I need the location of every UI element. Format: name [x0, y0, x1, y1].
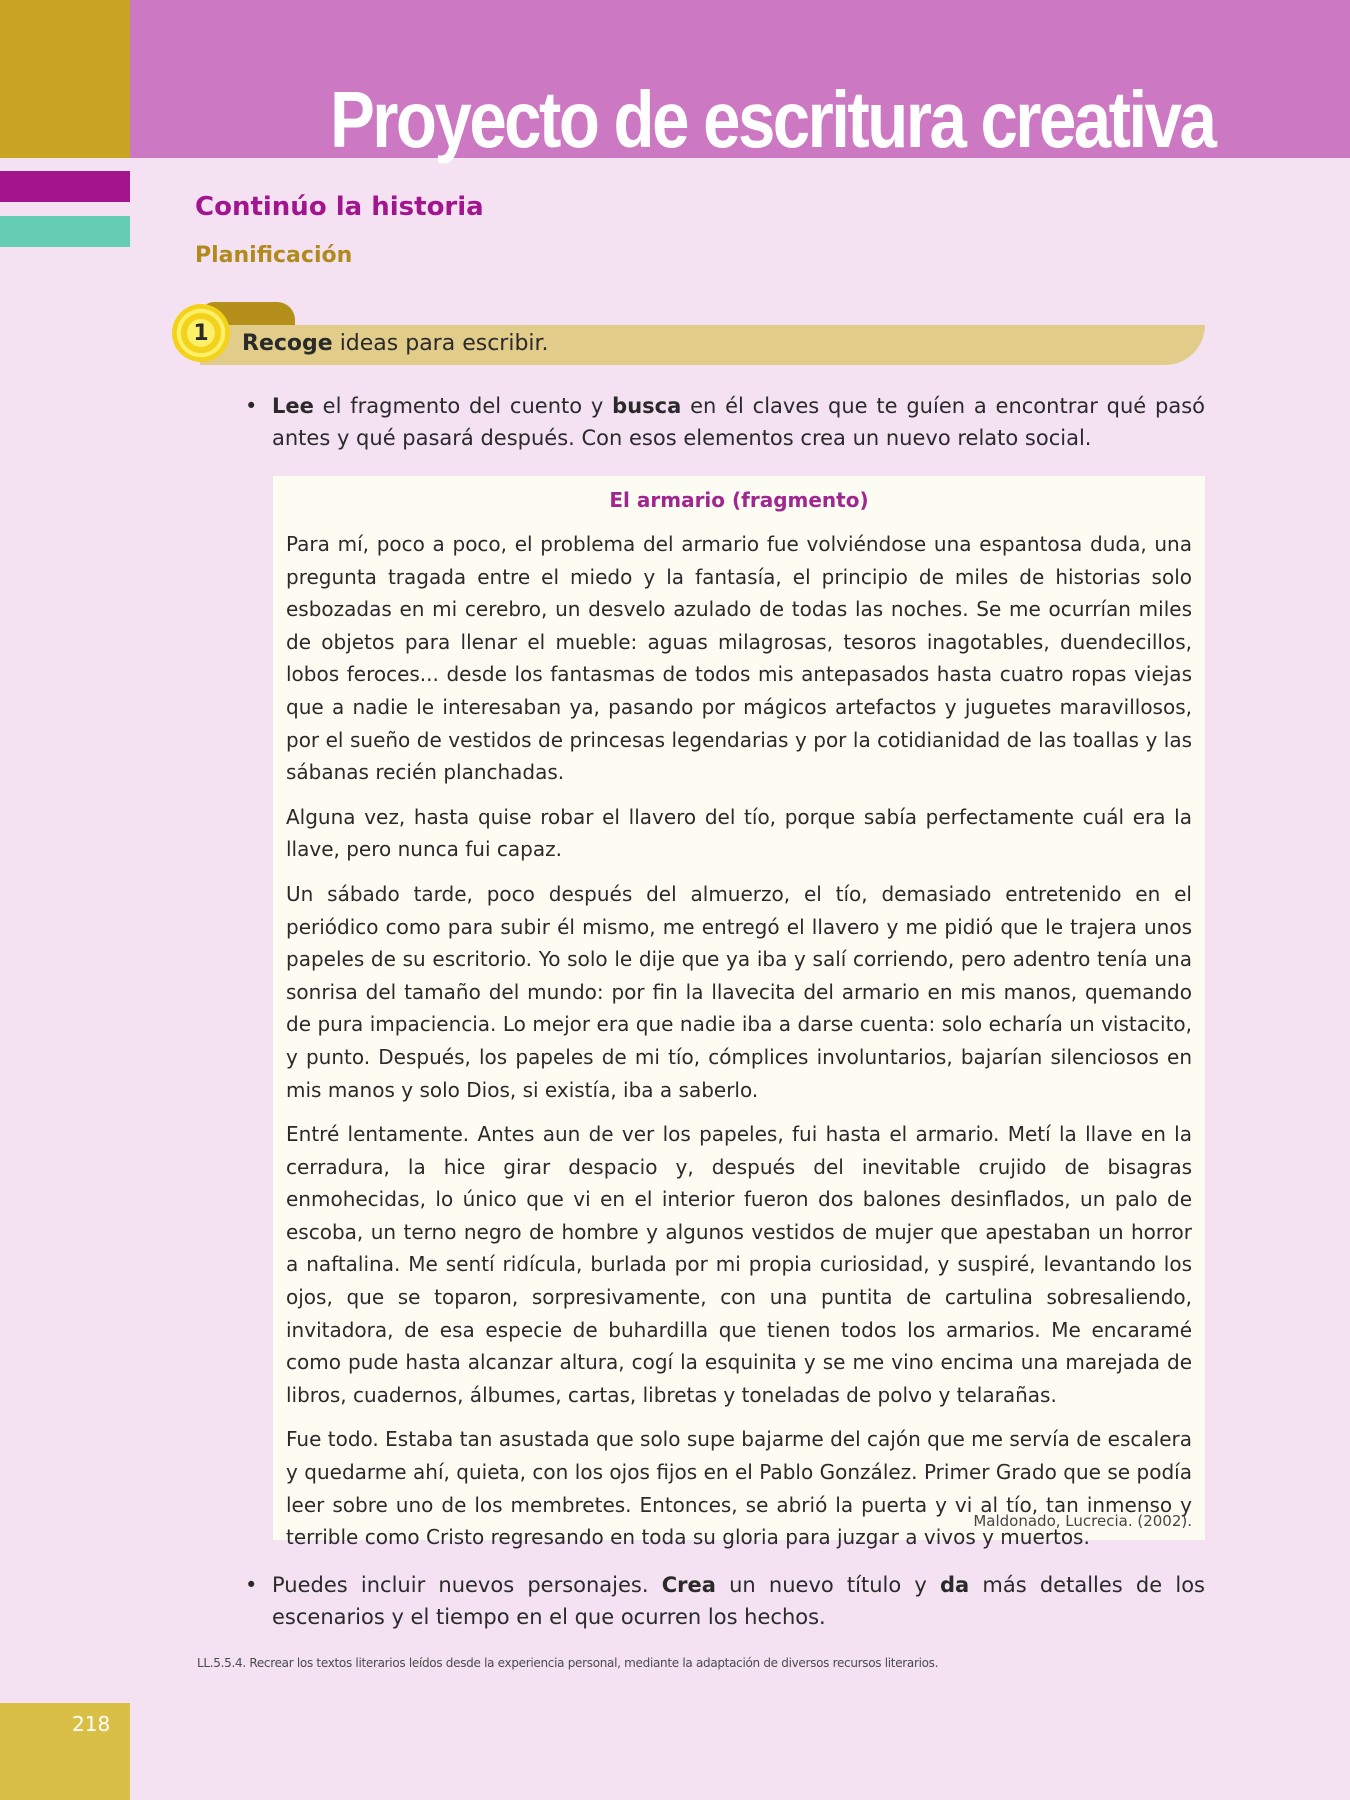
reading-paragraph: Entré lentamente. Antes aun de ver los papeles, fui hasta el armario. Metí la llave en la cerradura, la hice girar despacio y, después del inevitable crujido de bisagras enmohecidas, lo único que vi en el interior fueron dos balones desinflados, un palo de escoba, un terno negro de hombre y algunos vestidos de mujer que apestaban un horror a naftalina. Me sentí ridícula, burlada por mi propia curiosidad, y suspiré, levantando los ojos, que se toparon, sorpresivamente, con una puntita de cartulina sobresaliendo, invitadora, de esa especie de buhardilla que tienen todos los armarios. Me encaramé como pude hasta alcanzar altura, cogí la esquinita y se me vino encima una marejada de libros, cuadernos, álbumes, cartas, libretas y toneladas de polvo y telarañas. — [286, 1122, 1192, 1407]
page-number: 218 — [72, 1712, 111, 1736]
magenta-stripe — [0, 171, 130, 202]
bullet-text-part: en él claves que te guíen a encontrar qué pasó antes y qué pasará después. Con esos elementos crea un nuevo relato social. — [272, 394, 1205, 450]
subsection-title: Planificación — [195, 243, 353, 268]
bullet-dot: • — [245, 394, 258, 418]
bullet-create — [245, 1569, 1205, 1633]
reading-paragraph: Alguna vez, hasta quise robar el llavero del tío, porque sabía perfectamente cuál era la llave, pero nunca fui capaz. — [286, 804, 1192, 862]
activity-verb: Recoge — [242, 331, 333, 356]
reading-paragraph: Fue todo. Estaba tan asustada que solo supe bajarme del cajón que me servía de escalera y quedarme ahí, quieta, con los ojos fijos en el Pablo González. Primer Grado que se podía leer sobre uno de los membretes. Entonces, se abrió la puerta y vi al tío, tan inmenso y terrible como Cristo regresando en toda su gloria para juzgar a vivos y muertos. — [286, 1427, 1192, 1550]
bullet-read — [245, 390, 1205, 454]
reading-citation: Maldonado, Lucrecia. (2002). — [973, 1512, 1192, 1530]
bullet-verb-lee: Lee — [272, 394, 314, 418]
section-title: Continúo la historia — [195, 192, 484, 222]
bullet-verb-da: da — [940, 1573, 970, 1597]
page-title: Proyecto de escritura creativa — [330, 75, 1215, 164]
reading-title: El armario (fragmento) — [609, 488, 869, 512]
reading-paragraph: Para mí, poco a poco, el problema del armario fue volviéndose una espantosa duda, una pregunta tragada entre el miedo y la fantasía, el principio de miles de historias solo esbozadas en mi cerebro, un desvelo azulado de todas las noches. Se me ocurrían miles de objetos para llenar el mueble: aguas milagrosas, tesoros inagotables, duendecillos, lobos feroces... desde los fantasmas de todos mis antepasados hasta cuatro ropas viejas que a nadie le interesaban ya, pasando por mágicos artefactos y juguetes maravillosos, por el sueño de vestidos de princesas legendarias y por la cotidianidad de las toallas y las sábanas recién planchadas. — [286, 532, 1192, 785]
reading-body — [286, 528, 1192, 1566]
corner-block — [0, 0, 130, 158]
bullet-text — [272, 390, 1205, 454]
curriculum-footnote: LL.5.5.4. Recrear los textos literarios leídos desde la experiencia personal, mediante la adaptación de diversos recursos literarios. — [197, 1656, 939, 1670]
reading-box — [273, 476, 1205, 1550]
bullet-text-part: un nuevo título y — [715, 1573, 941, 1597]
teal-stripe — [0, 216, 130, 247]
activity-instruction — [242, 331, 549, 356]
page-number-tab — [0, 1703, 130, 1800]
bullet-text-part: el fragmento del cuento y — [313, 394, 613, 418]
bullet-dot: • — [245, 1573, 258, 1597]
reading-paragraph: Un sábado tarde, poco después del almuerzo, el tío, demasiado entretenido en el periódico como para subir él mismo, me entregó el llavero y me pidió que le trajera unos papeles de su escritorio. Yo solo le dije que ya iba y salí corriendo, pero adentro tenía una sonrisa del tamaño del mundo: por fin la llavecita del armario en mis manos, quemando de pura impaciencia. Lo mejor era que nadie iba a darse cuenta: solo echaría un vistacito, y punto. Después, los papeles de mi tío, cómplices involuntarios, bajarían silenciosos en mis manos y solo Dios, si existía, iba a saberlo. — [286, 881, 1192, 1102]
bullet-text-part: más detalles de los escenarios y el tiempo en el que ocurren los hechos. — [272, 1573, 1205, 1629]
activity-rest: ideas para escribir. — [339, 331, 549, 356]
bullet-verb-crea: Crea — [661, 1573, 716, 1597]
activity-number-badge — [172, 304, 230, 362]
bullet-verb-busca: busca — [612, 394, 682, 418]
bullet-text — [272, 1569, 1205, 1633]
activity-number: 1 — [193, 320, 209, 346]
bullet-text-part: Puedes incluir nuevos personajes. — [272, 1573, 662, 1597]
